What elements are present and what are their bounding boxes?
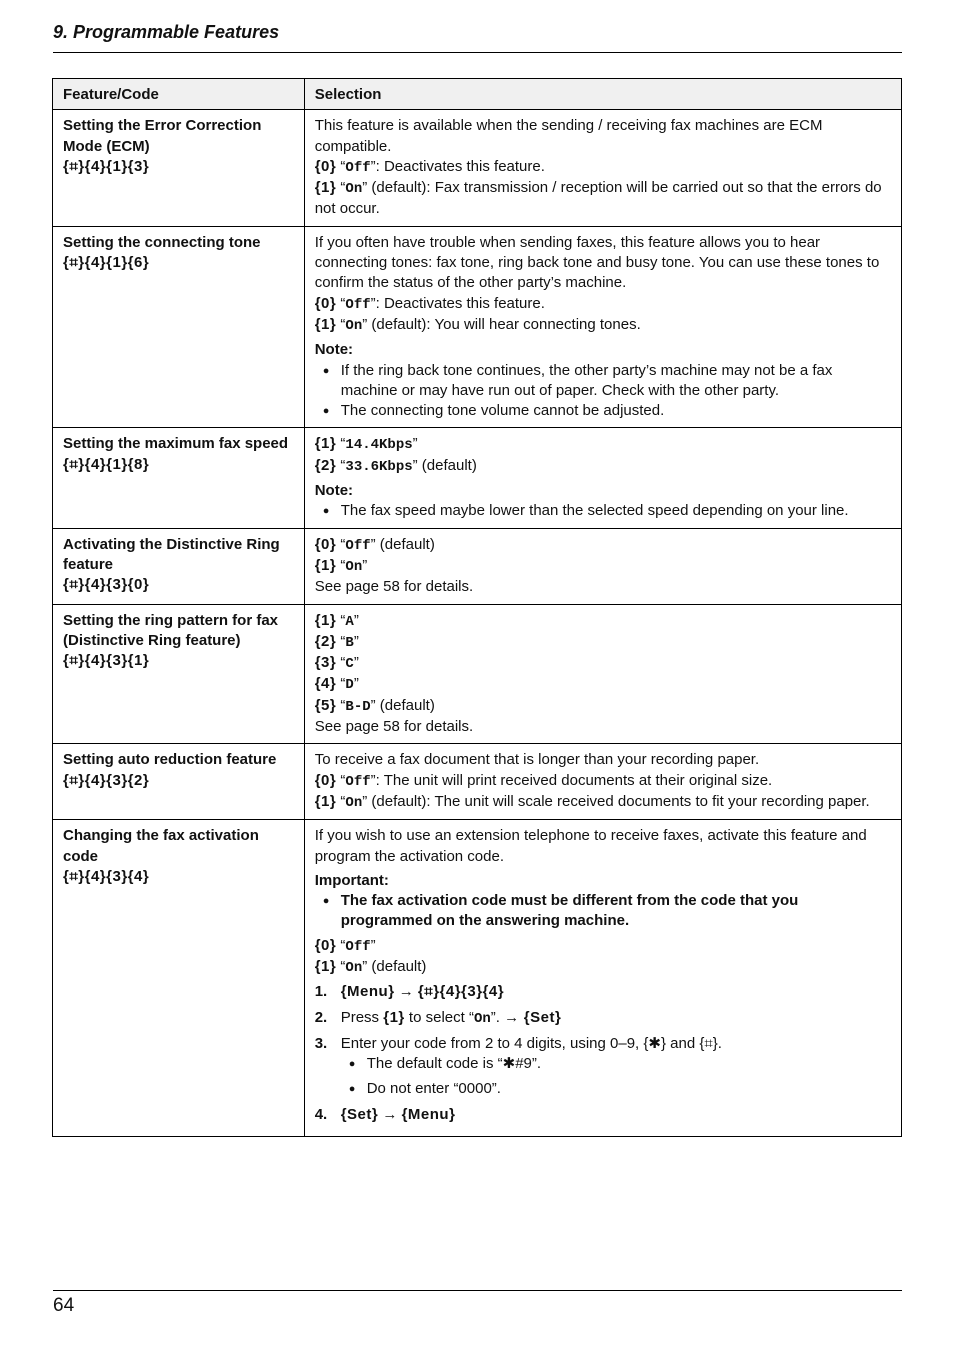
steps-list xyxy=(315,982,891,1125)
intro-text: To receive a fax document that is longer than your recording paper. xyxy=(314,751,760,769)
option-line: {1} “On” (default) xyxy=(314,957,427,976)
option-line: {1} “On” xyxy=(314,556,368,575)
selection-cell xyxy=(304,820,901,1137)
note-heading: Note: xyxy=(314,482,354,500)
option-desc: (default): You will hear connecting tones. xyxy=(367,315,641,333)
option-line: {2} “33.6Kbps” (default) xyxy=(314,456,477,475)
option-key: {1} xyxy=(314,556,337,574)
feature-code: {⌗}{4}{3}{1} xyxy=(63,652,150,670)
menu-key: {Menu} xyxy=(340,983,395,1001)
feature-code: {⌗}{4}{3}{2} xyxy=(63,771,150,789)
step-item xyxy=(315,1105,891,1125)
step-item xyxy=(315,1008,891,1029)
feature-code: {⌗}{4}{1}{6} xyxy=(63,254,150,272)
step-number: 4. xyxy=(314,1105,328,1123)
option-desc: (default): Fax transmission / reception will be carried out so that the errors do not occur. xyxy=(314,179,882,218)
option-value: C xyxy=(345,656,354,673)
feature-name: Setting the connecting tone xyxy=(63,233,261,251)
feature-code: {⌗}{4}{1}{8} xyxy=(63,455,150,473)
note-list xyxy=(315,501,891,521)
step-text: Enter your code from 2 to 4 digits, using 0–9, {✱} and {⌗}. xyxy=(340,1034,722,1052)
option-value: B-D xyxy=(345,698,371,715)
step-item xyxy=(315,982,891,1002)
note-item: ● If the ring back tone continues, the other party’s machine may not be a fax machine or may have run out of paper. Check with the other party. xyxy=(315,361,891,402)
option-value: D xyxy=(345,677,354,694)
arrow-icon: → xyxy=(398,983,414,1001)
step-text: to select “ xyxy=(404,1008,474,1026)
sub-item: ● The default code is “✱#9”. xyxy=(341,1054,891,1074)
note-list xyxy=(315,361,891,422)
step-text: Press xyxy=(340,1008,384,1026)
option-line: {1} “On” (default): Fax transmission / reception will be carried out so that the errors do not occur. xyxy=(314,179,882,218)
column-header-selection: Selection xyxy=(304,79,901,110)
option-key: {1} xyxy=(314,611,337,629)
feature-name: Setting auto reduction feature xyxy=(63,751,277,769)
step-number: 3. xyxy=(314,1034,328,1052)
feature-cell xyxy=(53,226,305,428)
option-line: {2} “B” xyxy=(314,632,359,651)
selection-cell xyxy=(304,744,901,820)
option-value: On xyxy=(345,181,363,198)
option-key: {1} xyxy=(383,1008,405,1026)
arrow-icon: → xyxy=(504,1008,520,1026)
important-heading: Important: xyxy=(314,871,389,889)
option-key: {2} xyxy=(314,456,337,474)
selection-cell xyxy=(304,528,901,604)
option-key: {0} xyxy=(314,157,337,175)
feature-cell xyxy=(53,744,305,820)
set-key: {Set} xyxy=(340,1105,379,1123)
table-row xyxy=(53,226,902,428)
option-value: On xyxy=(345,959,363,976)
option-desc: : Deactivates this feature. xyxy=(375,157,545,175)
feature-cell xyxy=(53,428,305,528)
option-line: {1} “14.4Kbps” xyxy=(314,435,418,454)
table-row xyxy=(53,820,902,1137)
option-line: {0} “Off”: Deactivates this feature. xyxy=(314,157,545,176)
option-value: Off xyxy=(345,773,371,790)
feature-code: {⌗}{4}{3}{4} xyxy=(63,867,150,885)
note-item: ● The connecting tone volume cannot be adjusted. xyxy=(315,401,891,421)
see-page-text: See page 58 for details. xyxy=(314,578,474,596)
option-value: 33.6Kbps xyxy=(345,458,413,475)
page-header xyxy=(53,20,902,53)
table-header-row xyxy=(53,79,902,110)
intro-text: If you often have trouble when sending faxes, this feature allows you to hear connecting tones: fax tone, ring back tone and busy tone. You can use these tones to confirm the status of the other party’s machine. xyxy=(314,233,880,292)
feature-name: Setting the maximum fax speed xyxy=(63,435,289,453)
step-sub-list xyxy=(341,1054,891,1100)
step-number: 1. xyxy=(314,983,328,1001)
code-keys: {⌗}{4}{3}{4} xyxy=(417,983,505,1001)
option-value: 14.4Kbps xyxy=(345,437,413,454)
option-desc: (default): The unit will scale received documents to fit your recording paper. xyxy=(367,792,870,810)
table-row xyxy=(53,604,902,744)
option-desc: (default) xyxy=(375,696,435,714)
option-line: {0} “Off” xyxy=(314,936,376,955)
feature-cell xyxy=(53,820,305,1137)
option-value: A xyxy=(345,613,354,630)
note-item: ● The fax speed maybe lower than the selected speed depending on your line. xyxy=(315,501,891,521)
step-number: 2. xyxy=(314,1008,328,1026)
feature-cell xyxy=(53,528,305,604)
option-key: {0} xyxy=(314,771,337,789)
table-row xyxy=(53,110,902,226)
option-value: Off xyxy=(345,159,371,176)
page-footer xyxy=(53,1290,902,1321)
option-key: {1} xyxy=(314,792,337,810)
step-item xyxy=(315,1034,891,1100)
option-key: {1} xyxy=(314,315,337,333)
column-header-feature: Feature/Code xyxy=(53,79,305,110)
option-line: {1} “On” (default): You will hear connecting tones. xyxy=(314,315,641,334)
selection-cell xyxy=(304,604,901,744)
option-line: {0} “Off” (default) xyxy=(314,535,435,554)
table-row xyxy=(53,744,902,820)
feature-name: Setting the Error Correction Mode (ECM) xyxy=(63,117,262,155)
option-value: Off xyxy=(345,537,371,554)
option-key: {0} xyxy=(314,294,337,312)
step-text: ”. xyxy=(490,1008,505,1026)
option-key: {1} xyxy=(314,179,337,197)
features-table xyxy=(52,78,902,1137)
feature-name: Activating the Distinctive Ring feature xyxy=(63,535,280,573)
option-value: On xyxy=(345,558,363,575)
selection-cell xyxy=(304,226,901,428)
option-line: {5} “B-D” (default) xyxy=(314,696,435,715)
feature-name: Changing the fax activation code xyxy=(63,827,259,865)
feature-code: {⌗}{4}{1}{3} xyxy=(63,157,150,175)
option-desc: (default) xyxy=(367,957,427,975)
option-key: {2} xyxy=(314,632,337,650)
menu-key: {Menu} xyxy=(401,1105,456,1123)
option-line: {0} “Off”: The unit will print received documents at their original size. xyxy=(314,771,773,790)
option-desc: (default) xyxy=(417,456,477,474)
option-key: {0} xyxy=(314,535,337,553)
option-desc: : Deactivates this feature. xyxy=(375,294,545,312)
option-line: {4} “D” xyxy=(314,675,359,694)
page-number: 64 xyxy=(53,1295,75,1316)
table-row xyxy=(53,428,902,528)
option-desc: (default) xyxy=(375,535,435,553)
important-item: ● The fax activation code must be different from the code that you programmed on the answering machine. xyxy=(315,891,891,932)
table-row xyxy=(53,528,902,604)
feature-cell xyxy=(53,110,305,226)
intro-text: If you wish to use an extension telephone to receive faxes, activate this feature and program the activation code. xyxy=(314,827,867,865)
option-value: On xyxy=(345,317,363,334)
feature-code: {⌗}{4}{3}{0} xyxy=(63,576,150,594)
selection-cell xyxy=(304,110,901,226)
note-heading: Note: xyxy=(314,341,354,359)
option-key: {1} xyxy=(314,957,337,975)
option-line: {1} “On” (default): The unit will scale received documents to fit your recording paper. xyxy=(314,792,870,811)
option-key: {5} xyxy=(314,696,337,714)
arrow-icon: → xyxy=(382,1105,398,1123)
see-page-text: See page 58 for details. xyxy=(314,718,474,736)
intro-text: This feature is available when the sending / receiving fax machines are ECM compatible. xyxy=(314,117,823,155)
option-key: {1} xyxy=(314,435,337,453)
option-key: {4} xyxy=(314,675,337,693)
option-value: On xyxy=(473,1010,491,1027)
option-line: {1} “A” xyxy=(314,611,359,630)
option-line: {0} “Off”: Deactivates this feature. xyxy=(314,294,545,313)
option-line: {3} “C” xyxy=(314,654,359,673)
option-value: B xyxy=(345,634,354,651)
option-desc: : The unit will print received documents at their original size. xyxy=(375,771,773,789)
feature-cell xyxy=(53,604,305,744)
option-value: Off xyxy=(345,938,371,955)
selection-cell xyxy=(304,428,901,528)
option-value: On xyxy=(345,794,363,811)
important-list xyxy=(315,891,891,932)
option-key: {0} xyxy=(314,936,337,954)
option-value: Off xyxy=(345,296,371,313)
set-key: {Set} xyxy=(519,1008,562,1026)
section-title: 9. Programmable Features xyxy=(53,22,280,42)
feature-name: Setting the ring pattern for fax (Distinctive Ring feature) xyxy=(63,611,279,649)
option-key: {3} xyxy=(314,654,337,672)
sub-item: ● Do not enter “0000”. xyxy=(341,1079,891,1099)
